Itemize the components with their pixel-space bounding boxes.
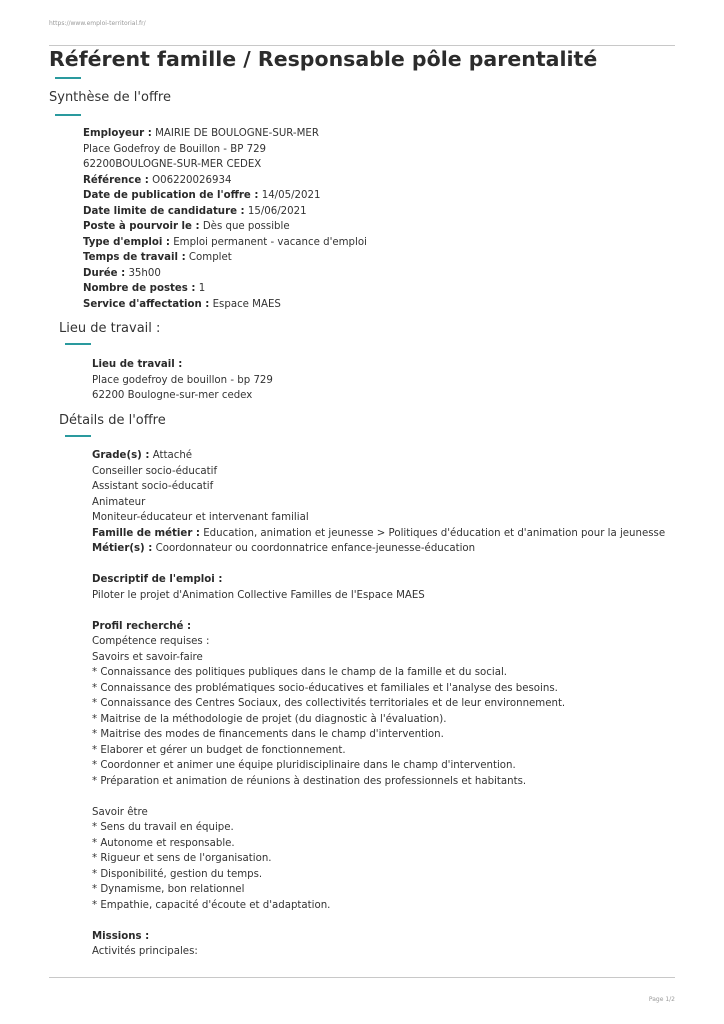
section-heading-details: Détails de l'offre	[59, 413, 166, 428]
title-accent	[55, 77, 81, 79]
savoir-faire-item: * Maitrise de la méthodologie de projet (du diagnostic à l'évaluation).	[92, 713, 447, 725]
descriptif-label-row	[92, 572, 665, 588]
section-heading-synthese: Synthèse de l'offre	[49, 90, 171, 105]
poste-row	[83, 219, 367, 235]
temps-travail-row	[83, 250, 367, 266]
date-publication-row	[83, 188, 367, 204]
metiers-label: Métier(s) :	[92, 543, 153, 554]
nombre-postes-label: Nombre de postes :	[83, 283, 196, 294]
synthese-accent	[55, 114, 81, 116]
reference-label: Référence :	[83, 174, 149, 186]
metiers-value: Coordonnateur ou coordonnatrice enfance-jeunesse-éducation	[155, 543, 476, 554]
savoir-faire-item: * Coordonner et animer une équipe pluridisciplinaire dans le champ d'intervention.	[92, 760, 516, 771]
synthese-block	[83, 126, 367, 312]
temps-travail-label: Temps de travail :	[83, 252, 186, 263]
grade-item: Moniteur-éducateur et intervenant familial	[92, 512, 309, 523]
grade-item: Conseiller socio-éducatif	[92, 465, 218, 477]
service-value: Espace MAES	[212, 298, 281, 310]
date-limite-row	[83, 204, 367, 220]
page-number: Page 1/2	[648, 996, 675, 1003]
date-limite-label: Date limite de candidature :	[83, 205, 245, 217]
spacer	[92, 603, 665, 619]
bottom-divider	[49, 977, 675, 978]
savoir-faire-item: * Maitrise des modes de financements dans le champ d'intervention.	[92, 729, 444, 740]
poste-label: Poste à pourvoir le :	[83, 221, 200, 232]
details-block	[92, 448, 665, 960]
savoir-etre-item: * Disponibilité, gestion du temps.	[92, 868, 263, 880]
section-heading-lieu: Lieu de travail :	[59, 321, 161, 336]
missions-label: Missions :	[92, 930, 150, 942]
spacer	[92, 557, 665, 573]
poste-value: Dès que possible	[202, 221, 290, 232]
type-emploi-label: Type d'emploi :	[83, 236, 170, 248]
lieu-label: Lieu de travail :	[92, 359, 183, 370]
duree-row	[83, 266, 367, 282]
page-title: Référent famille / Responsable pôle parentalité	[49, 47, 598, 71]
temps-travail-value: Complet	[188, 252, 232, 263]
employeur-value: MAIRIE DE BOULOGNE-SUR-MER	[155, 128, 319, 139]
grade-row	[92, 448, 665, 464]
duree-label: Durée :	[83, 267, 126, 279]
service-row	[83, 297, 367, 313]
descriptif-label: Descriptif de l'emploi :	[92, 574, 223, 585]
type-emploi-value: Emploi permanent - vacance d'emploi	[173, 236, 367, 248]
grade-item: Attaché	[152, 450, 193, 461]
date-limite-value: 15/06/2021	[247, 205, 307, 217]
savoir-faire-item: * Elaborer et gérer un budget de fonctionnement.	[92, 744, 346, 756]
grade-item: Assistant socio-éducatif	[92, 481, 214, 492]
lieu-accent	[65, 343, 91, 345]
savoir-etre-item: * Rigueur et sens de l'organisation.	[92, 853, 272, 864]
duree-value: 35h00	[128, 267, 161, 279]
top-divider	[49, 45, 675, 46]
reference-value: O06220026934	[152, 174, 232, 186]
metiers-row	[92, 541, 665, 557]
profil-intro-line: Savoirs et savoir-faire	[92, 651, 203, 663]
profil-intro-line: Compétence requises :	[92, 636, 210, 647]
savoir-faire-item: * Préparation et animation de réunions à destination des professionnels et habitants.	[92, 775, 527, 787]
savoir-faire-item: * Connaissance des problématiques socio-éducatives et familiales et l'analyse des besoins.	[92, 682, 558, 694]
descriptif-text: Piloter le projet d'Animation Collective Familles de l'Espace MAES	[92, 589, 425, 601]
address-line-1: Place Godefroy de Bouillon - BP 729	[83, 143, 267, 155]
missions-intro: Activités principales:	[92, 946, 198, 957]
nombre-postes-row	[83, 281, 367, 297]
lieu-label-row	[92, 357, 273, 373]
grade-item: Animateur	[92, 496, 146, 508]
lieu-block	[92, 357, 273, 404]
savoir-etre-item: * Dynamisme, bon relationnel	[92, 884, 245, 895]
savoir-etre-item: * Sens du travail en équipe.	[92, 822, 234, 833]
date-publication-label: Date de publication de l'offre :	[83, 190, 259, 201]
profil-label: Profil recherché :	[92, 620, 192, 632]
missions-label-row	[92, 929, 665, 945]
reference-row	[83, 173, 367, 189]
service-label: Service d'affectation :	[83, 298, 210, 310]
savoir-etre-item: * Autonome et responsable.	[92, 837, 235, 849]
savoir-etre-label: Savoir être	[92, 806, 148, 818]
employeur-row	[83, 126, 367, 142]
address-line-2: 62200BOULOGNE-SUR-MER CEDEX	[83, 159, 262, 170]
type-emploi-row	[83, 235, 367, 251]
famille-label: Famille de métier :	[92, 527, 200, 539]
employeur-label: Employeur :	[83, 128, 152, 139]
date-publication-value: 14/05/2021	[261, 190, 321, 201]
details-accent	[65, 435, 91, 437]
famille-row	[92, 526, 665, 542]
savoir-faire-item: * Connaissance des Centres Sociaux, des collectivités territoriales et de leur environnement.	[92, 698, 566, 709]
profil-label-row	[92, 619, 665, 635]
savoir-faire-item: * Connaissance des politiques publiques dans le champ de la famille et du social.	[92, 667, 508, 678]
lieu-address-1: Place godefroy de bouillon - bp 729	[92, 374, 273, 386]
savoir-etre-item: * Empathie, capacité d'écoute et d'adaptation.	[92, 899, 331, 911]
source-url[interactable]: https://www.emploi-territorial.fr/	[49, 20, 146, 27]
lieu-address-2: 62200 Boulogne-sur-mer cedex	[92, 390, 253, 401]
spacer	[92, 789, 665, 805]
nombre-postes-value: 1	[198, 283, 206, 294]
spacer	[92, 913, 665, 929]
grades-label: Grade(s) :	[92, 450, 150, 461]
famille-value: Education, animation et jeunesse > Politiques d'éducation et d'animation pour la jeunesse	[203, 527, 666, 539]
